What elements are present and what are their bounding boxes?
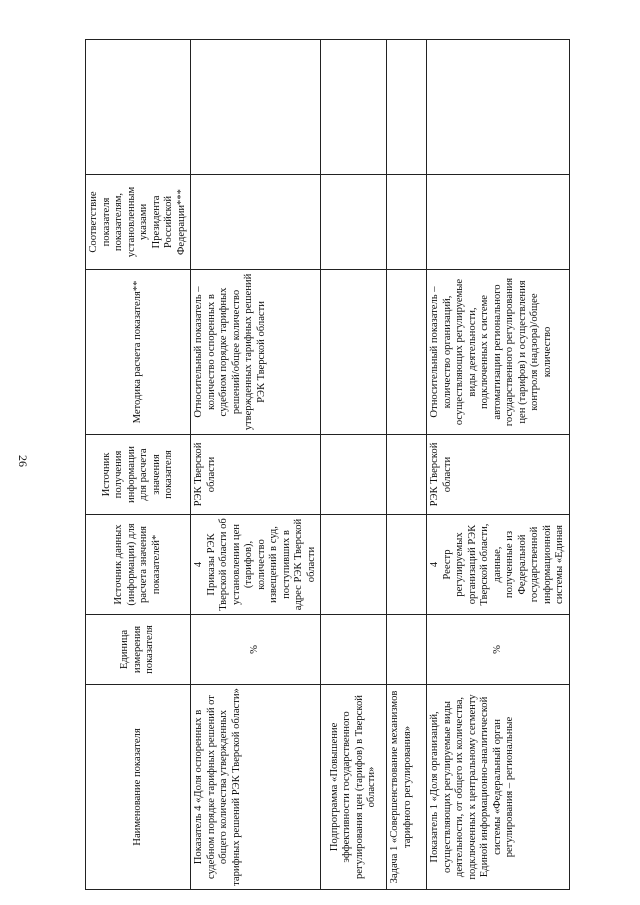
info-source-cell: РЭК Тверской области xyxy=(191,435,321,515)
subprogram-name: Подпрограмма «Повышение эффективности государственного регулирования цен (тарифов) в Тверской области» xyxy=(321,685,387,890)
empty-cell xyxy=(387,515,427,615)
empty-cell xyxy=(387,40,427,175)
column-number: 4 xyxy=(193,561,204,568)
header-extra xyxy=(86,40,191,175)
decree-cell xyxy=(427,175,570,270)
header-indicator-name: Наименование показателя xyxy=(86,685,191,890)
data-source-text: Реестр регулируемых организаций РЭК Тверской области, данные, полученные из Федеральной государственной информационной системы «Единая xyxy=(441,523,565,606)
unit-cell: % xyxy=(191,615,321,685)
empty-cell xyxy=(427,40,570,175)
data-source-text: Приказы РЭК Тверской области об установлении цен (тарифов), количество извещений в суд, поступивших в адрес РЭК Тверской области xyxy=(205,518,317,611)
column-number: 4 xyxy=(429,561,440,568)
empty-cell xyxy=(321,515,387,615)
method-cell: Относительный показатель – количество организаций, осуществляющих регулируемые виды деятельности, подключенных к системе автоматизации регионального государственного регулирования цен (тарифов) и осуществления контроля (надзора)/общее количество xyxy=(427,270,570,435)
unit-cell: % xyxy=(427,615,570,685)
empty-cell xyxy=(321,175,387,270)
table-row xyxy=(427,40,570,890)
empty-cell xyxy=(321,270,387,435)
header-unit: Единица измерения показателя xyxy=(86,615,191,685)
data-source-cell xyxy=(427,515,570,615)
empty-cell xyxy=(387,615,427,685)
empty-cell xyxy=(191,40,321,175)
method-cell: Относительный показатель – количество оспоренных в судебном порядке тарифных решений/общее количество утвержденных тарифных решений РЭК Тверской области xyxy=(191,270,321,435)
empty-cell xyxy=(321,435,387,515)
header-info-source: Источник получения информации для расчета значения показателя xyxy=(86,435,191,515)
indicator-name: Показатель 4 «Доля оспоренных в судебном порядке тарифных решений от общего количества утвержденных тарифных решений РЭК Тверской области» xyxy=(191,685,321,890)
header-data-source: Источник данных (информации) для расчета значения показателей* xyxy=(86,515,191,615)
empty-cell xyxy=(387,175,427,270)
header-method: Методика расчета показателя** xyxy=(86,270,191,435)
empty-cell xyxy=(321,615,387,685)
indicator-table-container xyxy=(85,40,565,890)
data-source-cell xyxy=(191,515,321,615)
empty-cell xyxy=(387,435,427,515)
header-decree-match: Соответствие показателя показателям, установленным указами Президента Российской Федерации*** xyxy=(86,175,191,270)
table-row xyxy=(387,40,427,890)
decree-cell xyxy=(191,175,321,270)
indicator-name: Показатель 1 «Доля организаций, осуществляющих регулируемые виды деятельности, от общего их количества, подключенных к центральному сегменту Единой информационно-аналитической системы «Федеральный орган регулирования – региональные xyxy=(427,685,570,890)
page-number: 26 xyxy=(16,455,30,467)
table-row xyxy=(321,40,387,890)
table-row xyxy=(191,40,321,890)
table-header-row xyxy=(86,40,191,890)
empty-cell xyxy=(321,40,387,175)
empty-cell xyxy=(387,270,427,435)
indicator-table xyxy=(85,39,570,890)
task-name: Задача 1 «Совершенствование механизмов тарифного регулирования» xyxy=(387,685,427,890)
info-source-cell: РЭК Тверской области xyxy=(427,435,570,515)
